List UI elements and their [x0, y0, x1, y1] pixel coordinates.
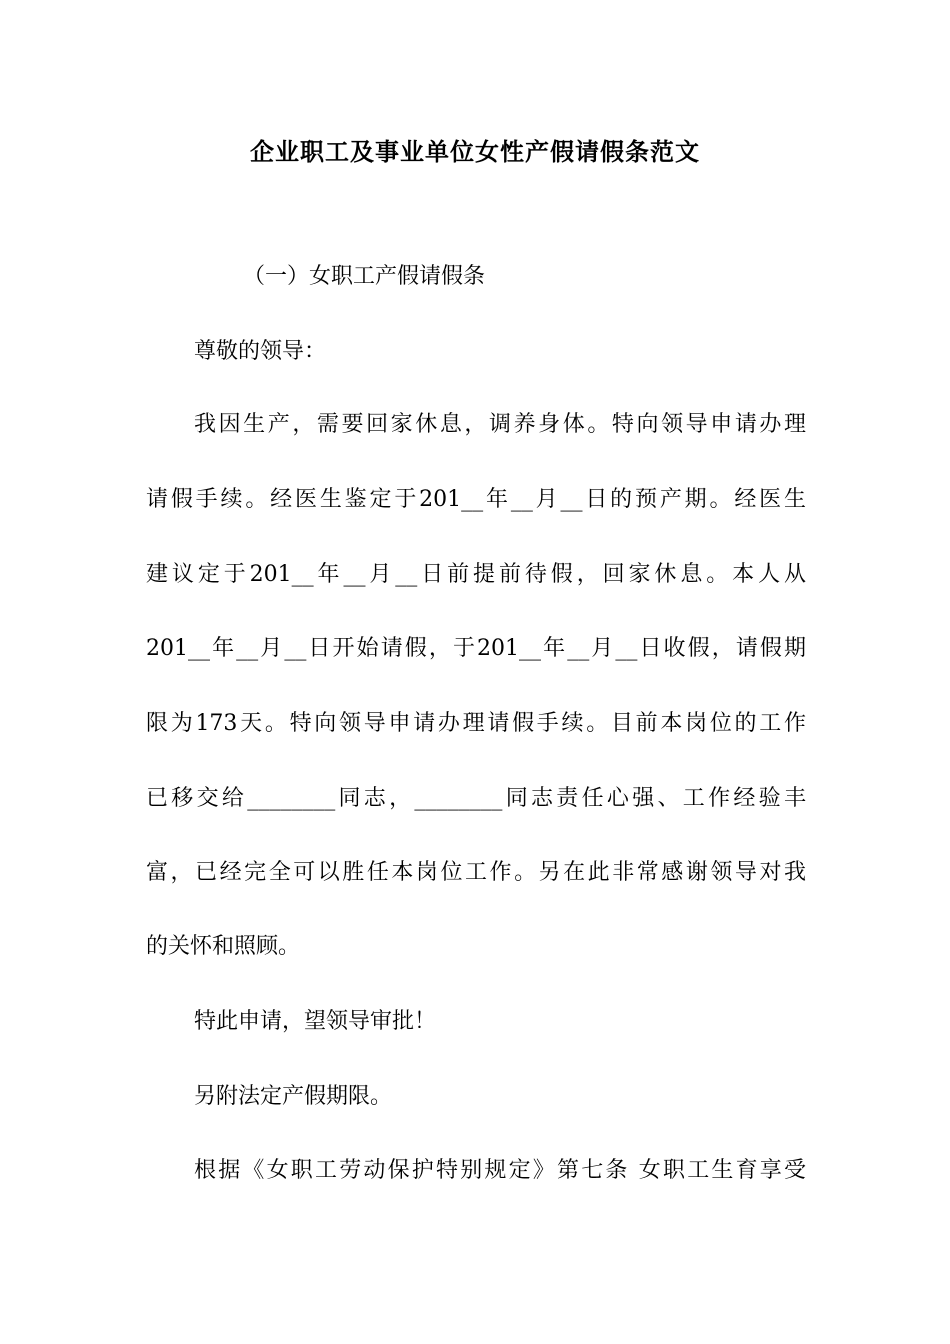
regulation-line: 根据《女职工劳动保护特别规定》第七条 女职工生育享受 — [194, 1158, 806, 1183]
body-line-5: 限为173天。特向领导申请办理请假手续。目前本岗位的工作 — [146, 711, 806, 736]
salutation: 尊敬的领导： — [194, 339, 327, 364]
body-line-6: 已移交给________同志，________同志责任心强、工作经验丰 — [146, 786, 806, 811]
document-title: 企业职工及事业单位女性产假请假条范文 — [250, 137, 700, 166]
closing-request: 特此申请，望领导审批！ — [194, 1009, 437, 1034]
body-line-4: 201__年__月__日开始请假，于201__年__月__日收假，请假期 — [146, 636, 806, 661]
body-line-1: 我因生产，需要回家休息，调养身体。特向领导申请办理 — [194, 412, 806, 437]
section-heading: （一）女职工产假请假条 — [243, 264, 486, 289]
body-line-3: 建议定于201__年__月__日前提前待假，回家休息。本人从 — [146, 562, 806, 587]
attachment-note: 另附法定产假期限。 — [194, 1084, 393, 1109]
body-line-8: 的关怀和照顾。 — [146, 934, 301, 959]
body-line-7: 富，已经完全可以胜任本岗位工作。另在此非常感谢领导对我 — [146, 860, 806, 885]
body-line-2: 请假手续。经医生鉴定于201__年__月__日的预产期。经医生 — [146, 487, 806, 512]
